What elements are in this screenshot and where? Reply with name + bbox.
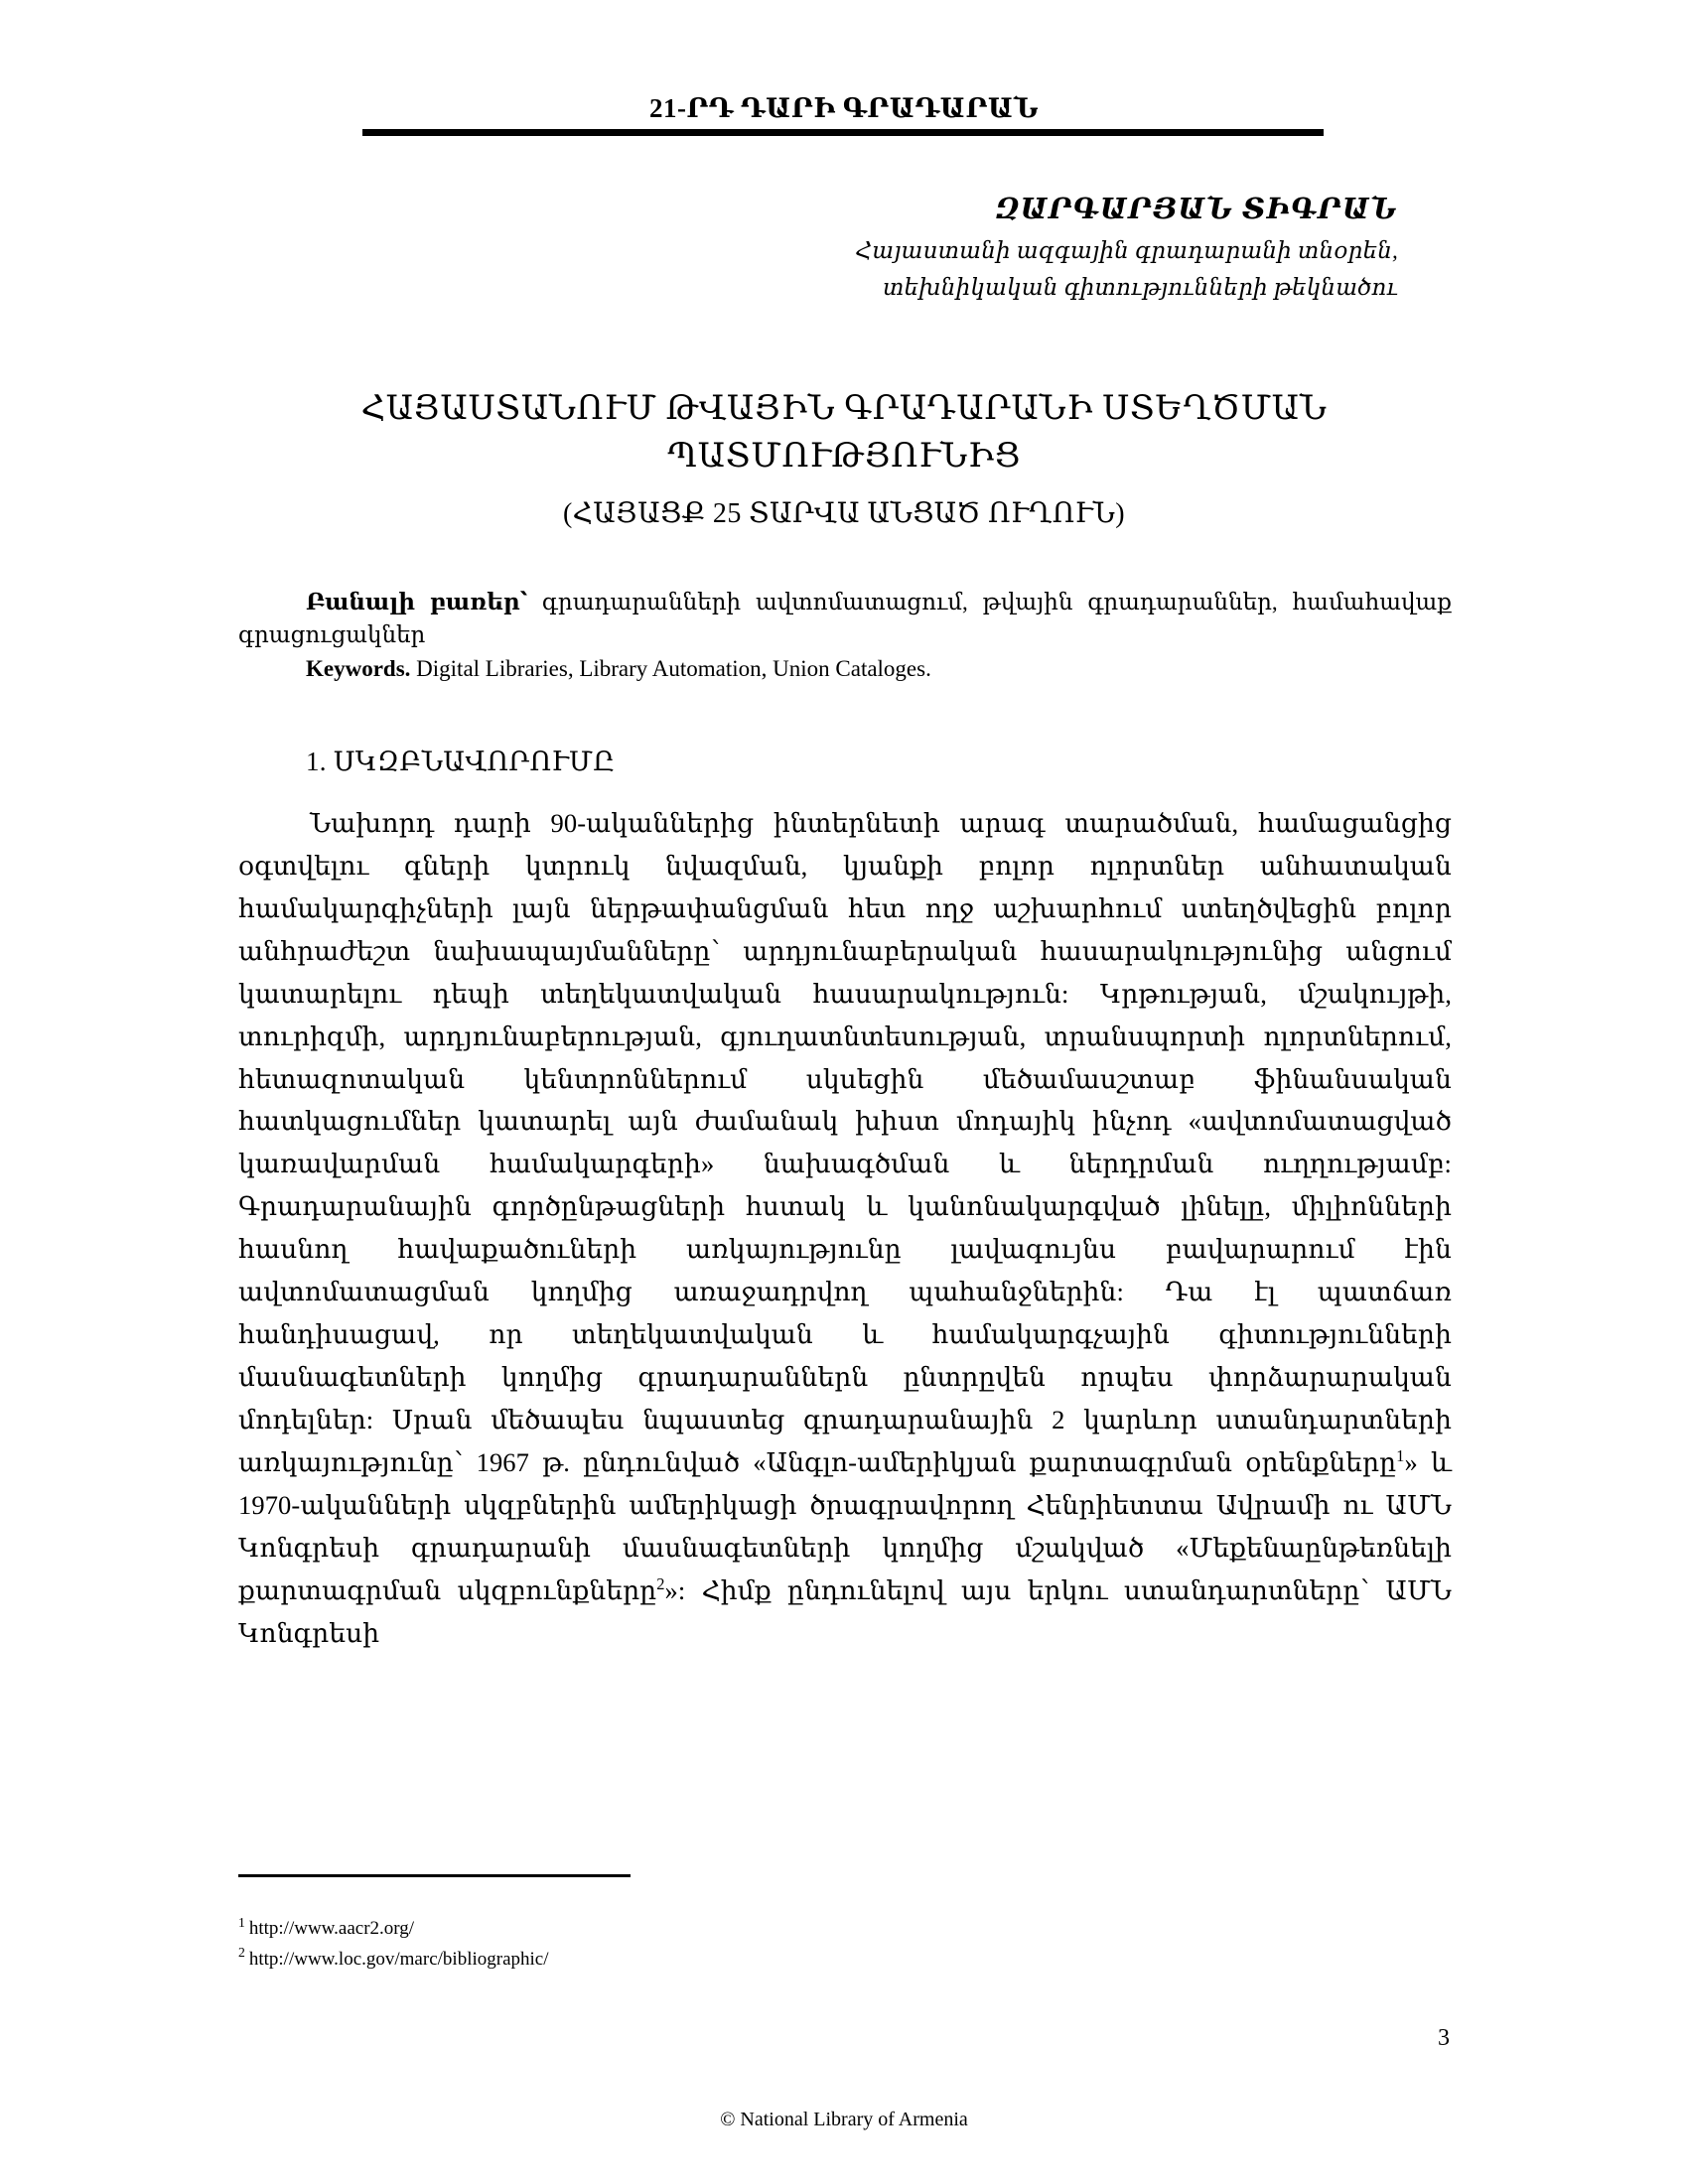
header-rule — [362, 129, 1324, 136]
footnote-item — [238, 1945, 1132, 1976]
page-subtitle: (ՀԱՅԱՑՔ 25 ՏԱՐՎԱ ԱՆՑԱԾ ՈՒՂՈՒՆ) — [562, 498, 1126, 529]
page-footer-copyright: © National Library of Armenia — [720, 2109, 968, 2130]
running-head-container — [362, 94, 1326, 132]
footnote-separator — [238, 1874, 631, 1877]
body-text-part-3: »: Հիմք ընդունելով այս երկու ստանդարտները՝ ԱՄՆ Կոնգրեսի — [238, 1574, 1452, 1648]
body-text-part-1: Նախորդ դարի 90-ականներից ինտերնետի արագ տարածման, համացանցից օգտվելու գների կտրուկ նվազման, կյանքի բոլոր ոլորտներ անհատական համակարգիչների լայն ներթափանցման հետ ողջ աշխարհում ստեղծվեցին բոլոր անհրաժեշտ նախապայմանները՝ արդյունաբերական հասարակությունից անցում կատարելու դեպի տեղեկատվական հասարակություն: Կրթության, մշակույթի, տուրիզմի, արդյունաբերության, գյուղատնտեսության, տրանսպորտի ոլորտներում, հետազոտական կենտրոններում սկսեցին մեծամասշտաբ ֆինանսական հատկացումներ կատարել այն ժամանակ խիստ մոդայիկ ինչոդ «ավտոմատացված կառավարման համակարգերի» նախագծման և ներդրման ուղղությամբ: Գրադարանային գործընթացների հստակ և կանոնակարգված լինելը, միլիոնների հասնող հավաքածուների առկայությունը լավագույնս բավարարում էին ավտոմատացման կողմից առաջադրվող պահանջներին: Դա էլ պատճառ հանդիսացավ, որ տեղեկատվական և համակարգչային գիտությունների մասնագետների կողմից գրադարաններն ընտրըվեն որպես փորձարարական մոդելներ: Սրան մեծապես նպաստեց գրադարանային 2 կարևոր ստանդարտների առկայությունը՝ 1967 թ. ընդունված «Անգլո-ամերիկյան քարտագրման օրենքները — [238, 808, 1452, 1477]
keywords-english — [238, 652, 1452, 685]
body-paragraph — [238, 802, 1452, 1654]
keywords-block — [238, 586, 1452, 685]
page-number: 3 — [1438, 2025, 1450, 2051]
keywords-armenian-label: Բանալի բառեր՝ — [306, 590, 528, 614]
footnote-url[interactable]: http://www.loc.gov/marc/bibliographic/ — [248, 1948, 549, 1970]
footnote-number: 1 — [238, 1914, 245, 1930]
footnote-url[interactable]: http://www.aacr2.org/ — [248, 1918, 415, 1939]
author-affiliation-line-2: տեխնիկական գիտությունների թեկնածու — [883, 274, 1398, 300]
author-block — [683, 189, 1398, 306]
keywords-english-label: Keywords. — [306, 655, 411, 681]
body-text-part-2: » և 1970-ականների սկզբներին ամերիկացի ծրագրավորող Հենրիետտա Ավրամի ու ԱՄՆ Կոնգրեսի գրադարանի մասնագետների կողմից մշակված «Մեքենաընթեռնելի քարտագրման սկզբունքները — [238, 1446, 1452, 1605]
footnote-marker-1[interactable]: 1 — [1396, 1446, 1405, 1465]
running-head: 21-ՐԴ ԴԱՐԻ ԳՐԱԴԱՐԱՆ — [649, 94, 1039, 132]
footnote-marker-2[interactable]: 2 — [656, 1573, 665, 1593]
keywords-english-value: Digital Libraries, Library Automation, Union Cataloges. — [416, 655, 931, 681]
page-title: ՀԱՅԱՍՏԱՆՈՒՄ ԹՎԱՅԻՆ ԳՐԱԴԱՐԱՆԻ ՍՏԵՂԾՄԱՆ ՊԱՏՄՈՒԹՅՈՒՆԻՑ — [360, 390, 1328, 476]
author-name: ԶԱՐԳԱՐՅԱՆ ՏԻԳՐԱՆ — [995, 194, 1398, 225]
keywords-armenian — [238, 586, 1452, 652]
footnotes-block — [238, 1914, 1132, 1976]
footnote-item — [238, 1914, 1132, 1945]
section-heading: 1. ՍԿԶԲՆԱՎՈՐՈՒՄԸ — [306, 747, 616, 776]
footnote-number: 2 — [238, 1945, 245, 1961]
keywords-armenian-value: գրադարանների ավտոմատացում, թվային գրադարաններ, համահավաք գրացուցակներ — [238, 590, 1452, 648]
author-affiliation-line-1: Հայաստանի ազգային գրադարանի տնօրեն, — [855, 237, 1398, 263]
